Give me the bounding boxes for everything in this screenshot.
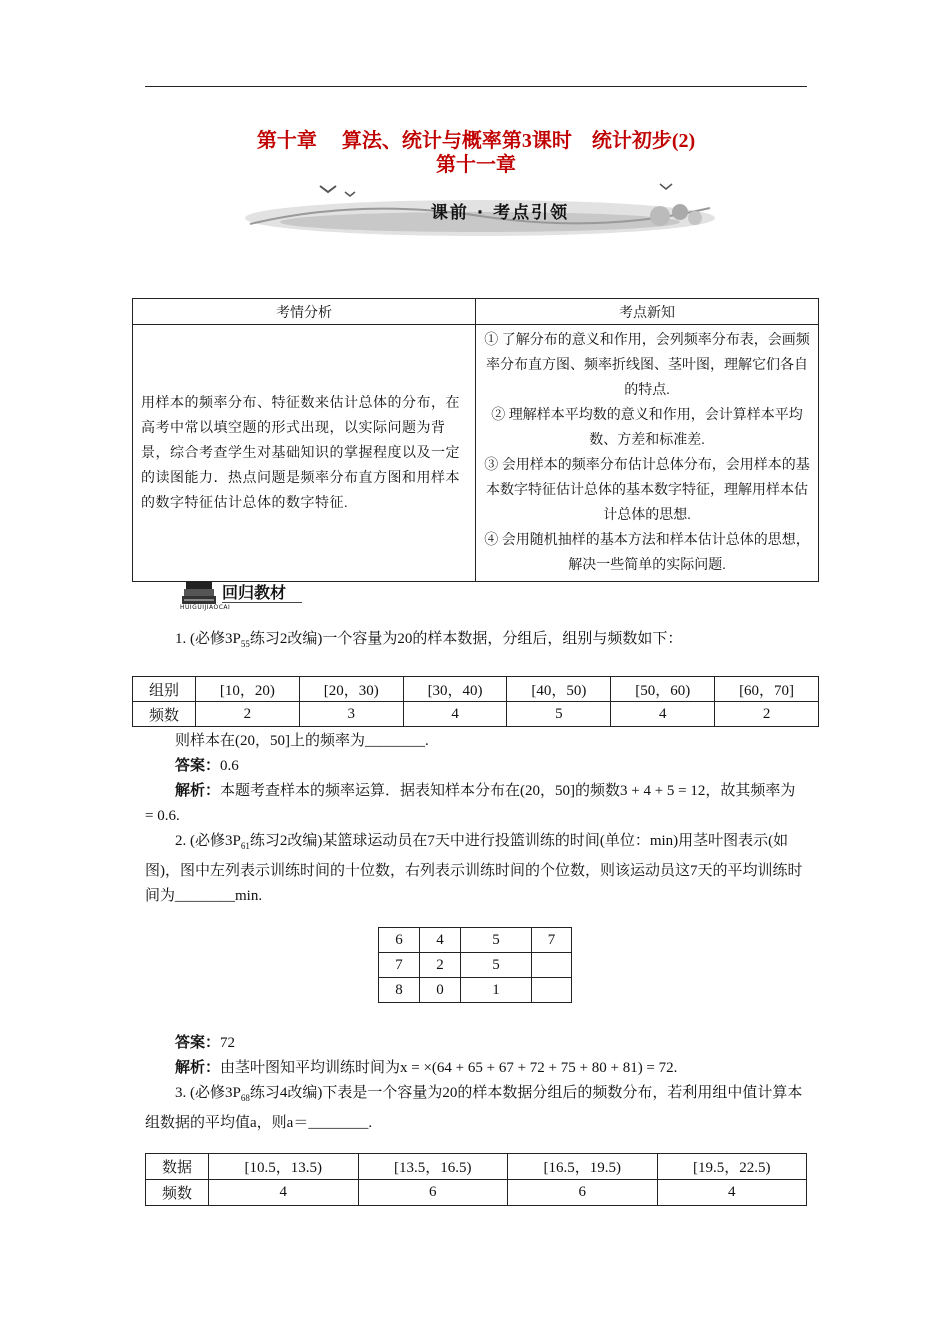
row-label: 数据 [146, 1154, 209, 1180]
freq-cell: 6 [358, 1180, 508, 1206]
knowledge-item: ③ 会用样本的频率分布估计总体分布，会用样本的基本数字特征估计总体的基本数字特征，理解用样本估计总体的思想. [484, 458, 810, 523]
leaf-cell: 1 [461, 978, 532, 1003]
leaf-cell [532, 978, 572, 1003]
knowledge-cell [476, 325, 819, 582]
group-cell: [30，40) [403, 677, 507, 702]
analysis-cell: 用样本的频率分布、特征数来估计总体的分布，在高考中常以填空题的形式出现，以实际问题为背景，综合考查学生对基础知识的掌握程度以及一定的读图能力．热点问题是频率分布直方图和用样本的数字特征估计总体的数字特征. [133, 325, 476, 582]
books-icon [180, 580, 220, 606]
q1-frequency-table [132, 676, 819, 727]
leaf-cell: 5 [461, 953, 532, 978]
freq-cell: 4 [611, 702, 715, 727]
group-cell: [40，50) [507, 677, 611, 702]
banner-label: 课前 · 考点引领 [430, 203, 570, 223]
freq-cell: 4 [657, 1180, 807, 1206]
knowledge-item: ④ 会用随机抽样的基本方法和样本估计总体的思想，解决一些简单的实际问题. [484, 533, 810, 573]
row-label: 频数 [146, 1180, 209, 1206]
section-badge-pinyin: HUIGUIJIAOCAI [180, 604, 231, 611]
leaf-cell: 0 [420, 978, 461, 1003]
q2-answer: 答案：72 [175, 1035, 236, 1051]
group-cell: [10.5，13.5) [209, 1154, 359, 1180]
freq-cell: 3 [299, 702, 403, 727]
leaf-cell: 2 [420, 953, 461, 978]
q2-intro: 2. (必修$3P_{61}$练习2改编)某篮球运动员在7天中进行投篮训练的时间(单位：min)用茎叶图表示(如图)，图中左列表示训练时间的十位数，右列表示训练时间的个位数，则该运动员这7天的平均训练时间为________min. [145, 833, 803, 904]
freq-cell: 6 [508, 1180, 658, 1206]
knowledge-item: ② 理解样本平均数的意义和作用，会计算样本平均数、方差和标准差. [491, 408, 803, 448]
top-rule [145, 86, 807, 87]
row-label: 频数 [133, 702, 196, 727]
group-cell: [10，20) [196, 677, 300, 702]
knowledge-item: ① 了解分布的意义和作用，会列频率分布表，会画频率分布直方图、频率折线图、茎叶图，理解它们各自的特点. [484, 333, 810, 398]
q2-analysis: 解析：由茎叶图知平均训练时间为x = ×(64 + 65 + 67 + 72 + 75 + 80 + 81) = 72. [175, 1060, 678, 1076]
stem-cell: 7 [379, 953, 420, 978]
overview-table [132, 298, 819, 582]
group-cell: [19.5，22.5) [657, 1154, 807, 1180]
header-analysis: 考情分析 [133, 299, 476, 325]
leaf-cell: 5 [461, 928, 532, 953]
section-badge-label: 回归教材 [222, 583, 287, 602]
freq-cell: 2 [715, 702, 819, 727]
q1-question: 则样本在(20，50]上的频率为________. [175, 733, 429, 749]
group-cell: [50，60) [611, 677, 715, 702]
freq-cell: 5 [507, 702, 611, 727]
leaf-cell: 4 [420, 928, 461, 953]
group-cell: [20，30) [299, 677, 403, 702]
header-new-knowledge: 考点新知 [476, 299, 819, 325]
freq-cell: 2 [196, 702, 300, 727]
q3-frequency-table [145, 1153, 807, 1206]
q1-answer: 答案：0.6 [175, 758, 239, 774]
leaf-cell: 7 [532, 928, 572, 953]
group-cell: [13.5，16.5) [358, 1154, 508, 1180]
q1-analysis: 解析：本题考查样本的频率运算．据表知样本分布在(20，50]的频数3 + 4 + 5 = 12，故其频率为 = 0.6. [145, 783, 796, 824]
q3-intro: 3. (必修$3P_{68}$练习4改编)下表是一个容量为20的样本数据分组后的频数分布，若利用组中值计算本组数据的平均值a，则a＝________. [145, 1085, 803, 1131]
group-cell: [60，70] [715, 677, 819, 702]
stem-cell: 8 [379, 978, 420, 1003]
leaf-cell [532, 953, 572, 978]
section-badge [180, 578, 305, 612]
q2-stem-leaf-table [378, 927, 572, 1003]
page-title: 第十章 算法、统计与概率第3课时 统计初步(2) [256, 130, 696, 152]
badge-underline [222, 602, 302, 603]
q1-intro: 1. (必修$3P_{55}$练习2改编)一个容量为20的样本数据，分组后，组别与频数如下： [175, 631, 683, 649]
page-subtitle: 第十一章 [436, 154, 516, 176]
group-cell: [16.5，19.5) [508, 1154, 658, 1180]
freq-cell: 4 [403, 702, 507, 727]
freq-cell: 4 [209, 1180, 359, 1206]
row-label: 组别 [133, 677, 196, 702]
stem-cell: 6 [379, 928, 420, 953]
